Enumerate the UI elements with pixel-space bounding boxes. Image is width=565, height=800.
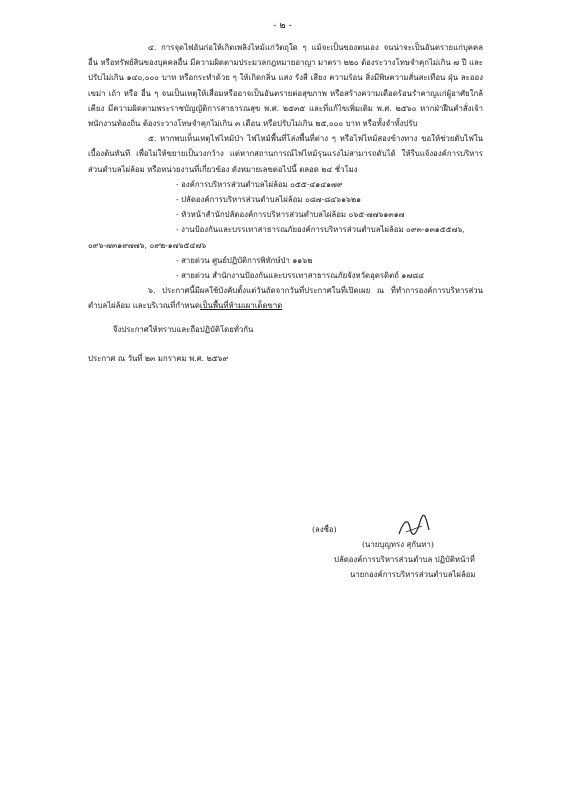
contact-item: - หัวหน้าสำนักปลัดองค์การบริหารส่วนตำบลไผ่ล้อม ๐๖๕-๗๗๖๑๓๑๗: [176, 210, 405, 220]
paragraph-6: [88, 283, 483, 313]
signature-block: [300, 522, 540, 582]
sign-label: (ลงชื่อ): [312, 525, 337, 534]
paragraph-6-text: ๖. ประกาศนี้มีผลใช้บังคับตั้งแต่วันถัดจากวันที่ประกาศในที่เปิดเผย ณ ที่ทำการองค์การบริหารส่วนตำบลไผ่ล้อม และบริเวณที่กำหนด: [88, 286, 483, 311]
contact-item: - งานป้องกันและบรรเทาสาธารณภัยองค์การบริหารส่วนตำบลไผ่ล้อม ๐๙๓-๑๓๑๕๕๗๖,: [176, 225, 465, 235]
page-number: - ๒ -: [273, 20, 292, 31]
contact-item: - สายด่วน สำนักงานป้องกันและบรรเทาสาธารณภัยจังหวัดอุตรดิตถ์ ๑๗๘๔: [176, 271, 425, 281]
paragraph-5: ๕. หากพบเห็นเหตุไฟไหม้ป่า ไฟไหม้พื้นที่โล่งพื้นที่ต่าง ๆ หรือไฟไหม้สองข้างทาง ขอให้ช่วยดับไฟในเบื้องต้นทันที เพื่อไม่ให้ขยายเป็นวงกว้าง แต่หากสถานการณ์ไฟไหม้รุนแรงไม่สามารถดับได้ ให้รีบแจ้งองค์การบริหารส่วนตำบลไผ่ล้อม หรือหน่วยงานที่เกี่ยวข้อง ดังหมายเลขต่อไปนี้ ตลอด ๒๔ ชั่วโมง: [88, 134, 483, 174]
handwritten-signature-icon: [396, 514, 432, 540]
paragraph-6-underlined: เป็นพื้นที่ห้ามเผาเด็ดขาด: [199, 301, 283, 311]
signer-title-2: นายกองค์การบริหารส่วนตำบลไผ่ล้อม: [350, 570, 476, 579]
contact-item: - ปลัดองค์การบริหารส่วนตำบลไผ่ล้อม ๐๘๗-๘๔๖๑๖๒๑: [176, 195, 362, 205]
announcement-date: ประกาศ ณ วันที่ ๒๓ มกราคม พ.ศ. ๒๕๖๙: [88, 353, 229, 363]
contact-item: - สายด่วน ศูนย์ปฏิบัติการพิทักษ์ป่า ๑๑๖๒: [176, 255, 313, 265]
paragraph-4: ๔. การจุดไฟอันก่อให้เกิดเพลิงไหม้แก่วัตถุใด ๆ แม้จะเป็นของตนเอง จนน่าจะเป็นอันตรายแก่บุคคลอื่น หรือทรัพย์สินของบุคคลอื่น มีความผิดตามประมวลกฎหมายอาญา มาตรา ๒๒๐ ต้องระวางโทษจำคุกไม่เกิน ๗ ปี และปรับไม่เกิน ๑๔๐,๐๐๐ บาท หรือกระทำด้วย ๆ ให้เกิดกลิ่น แสง รังสี เสียง ความร้อน สิ่งมีพิษความสั่นสะเทือน ฝุ่น ละออง เขม่า เถ้า หรือ อื่น ๆ จนเป็นเหตุให้เสื่อมหรืออาจเป็นอันตรายต่อสุขภาพ หรือสร้างความเดือดร้อนรำคาญแก่ผู้อาศัยใกล้เคียง มีความผิดตามพระราชบัญญัติการสาธารณสุข พ.ศ. ๒๕๓๕ และที่แก้ไขเพิ่มเติม พ.ศ. ๒๕๖๐ หากฝ่าฝืนคำสั่งเจ้าพนักงานท้องถิ่น ต้องระวางโทษจำคุกไม่เกิน ๓ เดือน หรือปรับไม่เกิน ๒๕,๐๐๐ บาท หรือทั้งจำทั้งปรับ: [88, 43, 483, 129]
contact-item-continued: ๐๙๖-๗๓๑๙๗๗๖, ๐๙๒-๑๗๖๕๔๗๖: [88, 240, 207, 250]
contact-item: - องค์การบริหารส่วนตำบลไผ่ล้อม ๐๕๕-๔๑๔๑๗๙: [176, 179, 343, 189]
signer-title-1: ปลัดองค์การบริหารส่วนตำบล ปฏิบัติหน้าที่: [334, 555, 475, 564]
announcement-line: จึงประกาศให้ทราบและถือปฏิบัติโดยทั่วกัน: [113, 324, 254, 334]
signer-name: (นายบุญทรง สุกันทา): [362, 540, 434, 549]
contact-list: [88, 177, 483, 283]
document-body: [88, 40, 483, 366]
